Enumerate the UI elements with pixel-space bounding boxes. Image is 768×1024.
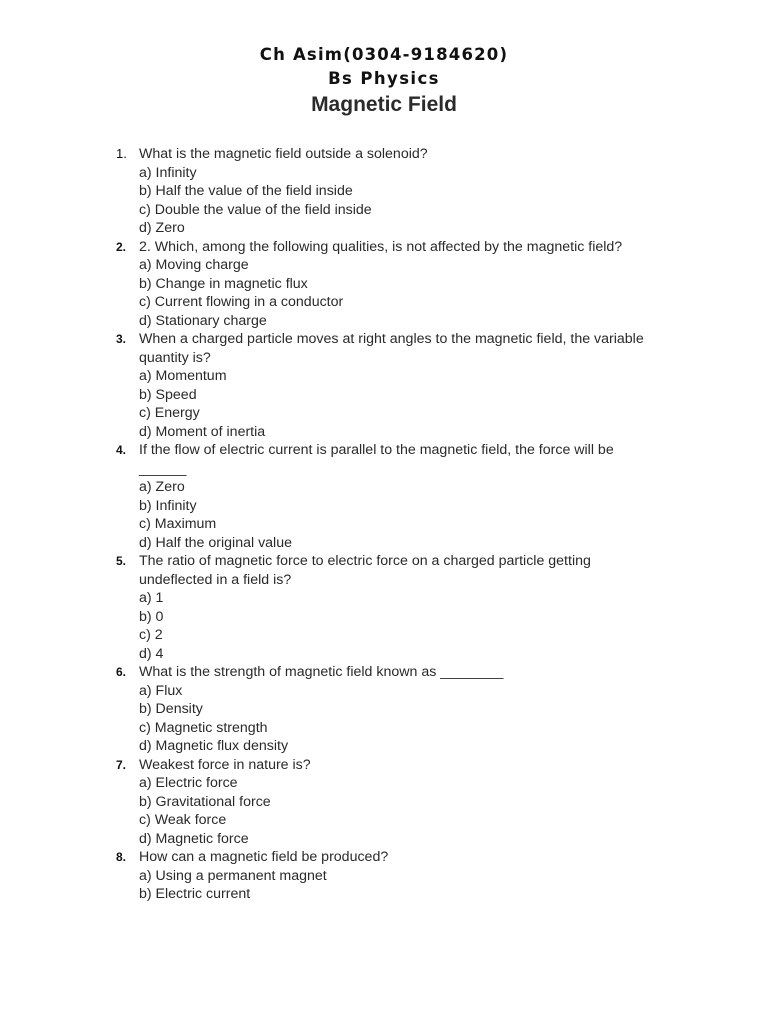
question-item xyxy=(0,663,768,756)
option-c: c) Double the value of the field inside xyxy=(139,201,372,218)
option-list xyxy=(0,682,768,756)
option-b: b) Electric current xyxy=(139,886,251,902)
option-list xyxy=(0,589,768,663)
option-d: d) Moment of inertia xyxy=(139,423,266,440)
page-title: Magnetic Field xyxy=(311,93,457,116)
option-c: c) Magnetic strength xyxy=(139,719,268,736)
option-c: c) Energy xyxy=(139,405,200,421)
question-item xyxy=(0,552,768,663)
option-b: b) Speed xyxy=(139,386,197,403)
question-text: What is the magnetic field outside a solenoid? xyxy=(139,146,428,162)
option-b: b) Infinity xyxy=(139,497,197,514)
option-list xyxy=(0,478,768,552)
option-a: a) Infinity xyxy=(139,164,197,181)
option-b: b) Half the value of the field inside xyxy=(139,183,353,199)
question-item xyxy=(0,441,768,552)
option-d: d) Zero xyxy=(139,220,185,236)
question-number: 1. xyxy=(116,146,127,161)
question-item xyxy=(0,756,768,849)
option-a: a) Flux xyxy=(139,682,183,699)
option-list xyxy=(0,164,768,238)
option-d: d) Half the original value xyxy=(139,534,292,551)
option-a: a) Momentum xyxy=(139,368,227,384)
question-item xyxy=(0,330,768,441)
option-list xyxy=(0,367,768,441)
option-list xyxy=(0,867,768,904)
question-text: When a charged particle moves at right angles to the magnetic field, the variable quantity is? xyxy=(139,331,644,366)
option-a: a) Zero xyxy=(139,479,185,495)
question-item xyxy=(0,848,768,904)
question-item xyxy=(0,238,768,331)
option-b: b) Change in magnetic flux xyxy=(139,275,308,292)
option-d: d) 4 xyxy=(139,645,164,662)
question-item xyxy=(0,145,768,238)
option-d: d) Stationary charge xyxy=(139,312,267,329)
option-d: d) Magnetic flux density xyxy=(139,738,289,754)
question-number: 7. xyxy=(116,757,127,772)
option-d: d) Magnetic force xyxy=(139,830,249,847)
option-b: b) 0 xyxy=(139,608,164,625)
question-text: Weakest force in nature is? xyxy=(139,756,311,773)
question-text: The ratio of magnetic force to electric force on a charged particle getting undeflected in a field is? xyxy=(139,553,591,588)
question-number: 2. xyxy=(116,239,127,254)
option-b: b) Gravitational force xyxy=(139,793,271,810)
option-c: c) Current flowing in a conductor xyxy=(139,294,344,310)
author-line: Ch Asim(0304-9184620) xyxy=(259,45,509,64)
option-list xyxy=(0,256,768,330)
question-text: If the flow of electric current is parallel to the magnetic field, the force will be ______ xyxy=(139,442,614,477)
question-number: 5. xyxy=(116,554,127,568)
option-b: b) Density xyxy=(139,701,203,717)
question-number: 6. xyxy=(116,665,127,679)
option-a: a) Electric force xyxy=(139,775,238,791)
option-c: c) 2 xyxy=(139,627,163,643)
question-text: How can a magnetic field be produced? xyxy=(139,849,389,865)
option-c: c) Maximum xyxy=(139,516,217,532)
option-c: c) Weak force xyxy=(139,812,227,828)
option-a: a) Using a permanent magnet xyxy=(139,867,327,884)
question-text: What is the strength of magnetic field known as ________ xyxy=(139,664,504,680)
option-a: a) Moving charge xyxy=(139,257,249,273)
question-number: 4. xyxy=(116,443,127,457)
option-list xyxy=(0,774,768,848)
course-line: Bs Physics xyxy=(328,69,440,88)
question-text: 2. Which, among the following qualities, is not affected by the magnetic field? xyxy=(139,238,623,255)
question-number: 3. xyxy=(116,332,127,346)
question-list xyxy=(0,145,768,904)
option-a: a) 1 xyxy=(139,590,164,606)
question-number: 8. xyxy=(116,850,127,864)
